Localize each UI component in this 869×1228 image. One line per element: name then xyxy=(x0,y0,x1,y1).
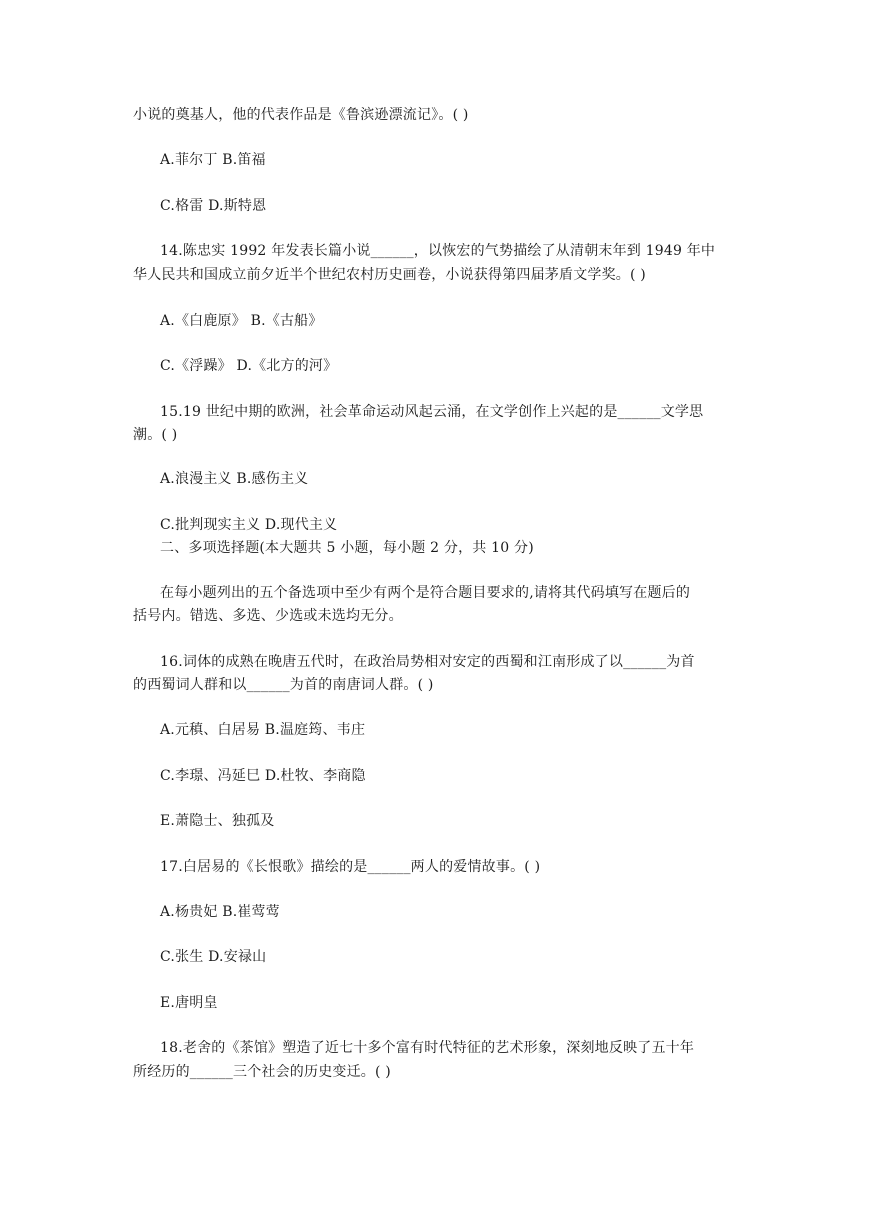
q15-stem-line1: 15.19 世纪中期的欧洲，社会革命运动风起云涌，在文学创作上兴起的是______文学思 xyxy=(160,404,704,420)
q14-options-cd: C.《浮躁》 D.《北方的河》 xyxy=(160,358,338,374)
section2-heading: 二、多项选择题(本大题共 5 小题，每小题 2 分，共 10 分) xyxy=(160,540,534,556)
q17-options-ab: A.杨贵妃 B.崔莺莺 xyxy=(160,904,280,920)
q16-stem-line1: 16.词体的成熟在晚唐五代时，在政治局势相对安定的西蜀和江南形成了以______为首 xyxy=(160,654,695,670)
q14-options-ab: A.《白鹿原》 B.《古船》 xyxy=(160,313,323,329)
q14-stem-line2: 华人民共和国成立前夕近半个世纪农村历史画卷，小说获得第四届茅盾文学奖。( ) xyxy=(133,267,646,283)
q18-stem-line2: 所经历的______三个社会的历史变迁。( ) xyxy=(133,1064,391,1080)
q16-options-e: E.萧隐士、独孤及 xyxy=(160,813,275,829)
q17-options-e: E.唐明皇 xyxy=(160,995,218,1011)
q13-options-ab: A.菲尔丁 B.笛福 xyxy=(160,152,266,168)
section2-instructions-line1: 在每小题列出的五个备选项中至少有两个是符合题目要求的,请将其代码填写在题后的 xyxy=(160,585,691,601)
q15-stem-line2: 潮。( ) xyxy=(133,427,178,443)
q15-options-ab: A.浪漫主义 B.感伤主义 xyxy=(160,471,309,487)
q13-options-cd: C.格雷 D.斯特恩 xyxy=(160,198,267,214)
q15-options-cd: C.批判现实主义 D.现代主义 xyxy=(160,517,338,533)
q16-options-cd: C.李璟、冯延巳 D.杜牧、李商隐 xyxy=(160,768,366,784)
q18-stem-line1: 18.老舍的《茶馆》塑造了近七十多个富有时代特征的艺术形象，深刻地反映了五十年 xyxy=(160,1040,695,1056)
section2-instructions-line2: 括号内。错选、多选、少选或未选均无分。 xyxy=(133,608,403,624)
q16-options-ab: A.元稹、白居易 B.温庭筠、韦庄 xyxy=(160,722,366,738)
q16-stem-line2: 的西蜀词人群和以______为首的南唐词人群。( ) xyxy=(133,677,434,693)
q17-options-cd: C.张生 D.安禄山 xyxy=(160,949,267,965)
q17-stem-line1: 17.白居易的《长恨歌》描绘的是______两人的爱情故事。( ) xyxy=(160,859,541,875)
q13-stem-tail: 小说的奠基人，他的代表作品是《鲁滨逊漂流记》。( ) xyxy=(133,107,469,123)
q14-stem-line1: 14.陈忠实 1992 年发表长篇小说______，以恢宏的气势描绘了从清朝末年到 1949 年中 xyxy=(160,243,716,259)
